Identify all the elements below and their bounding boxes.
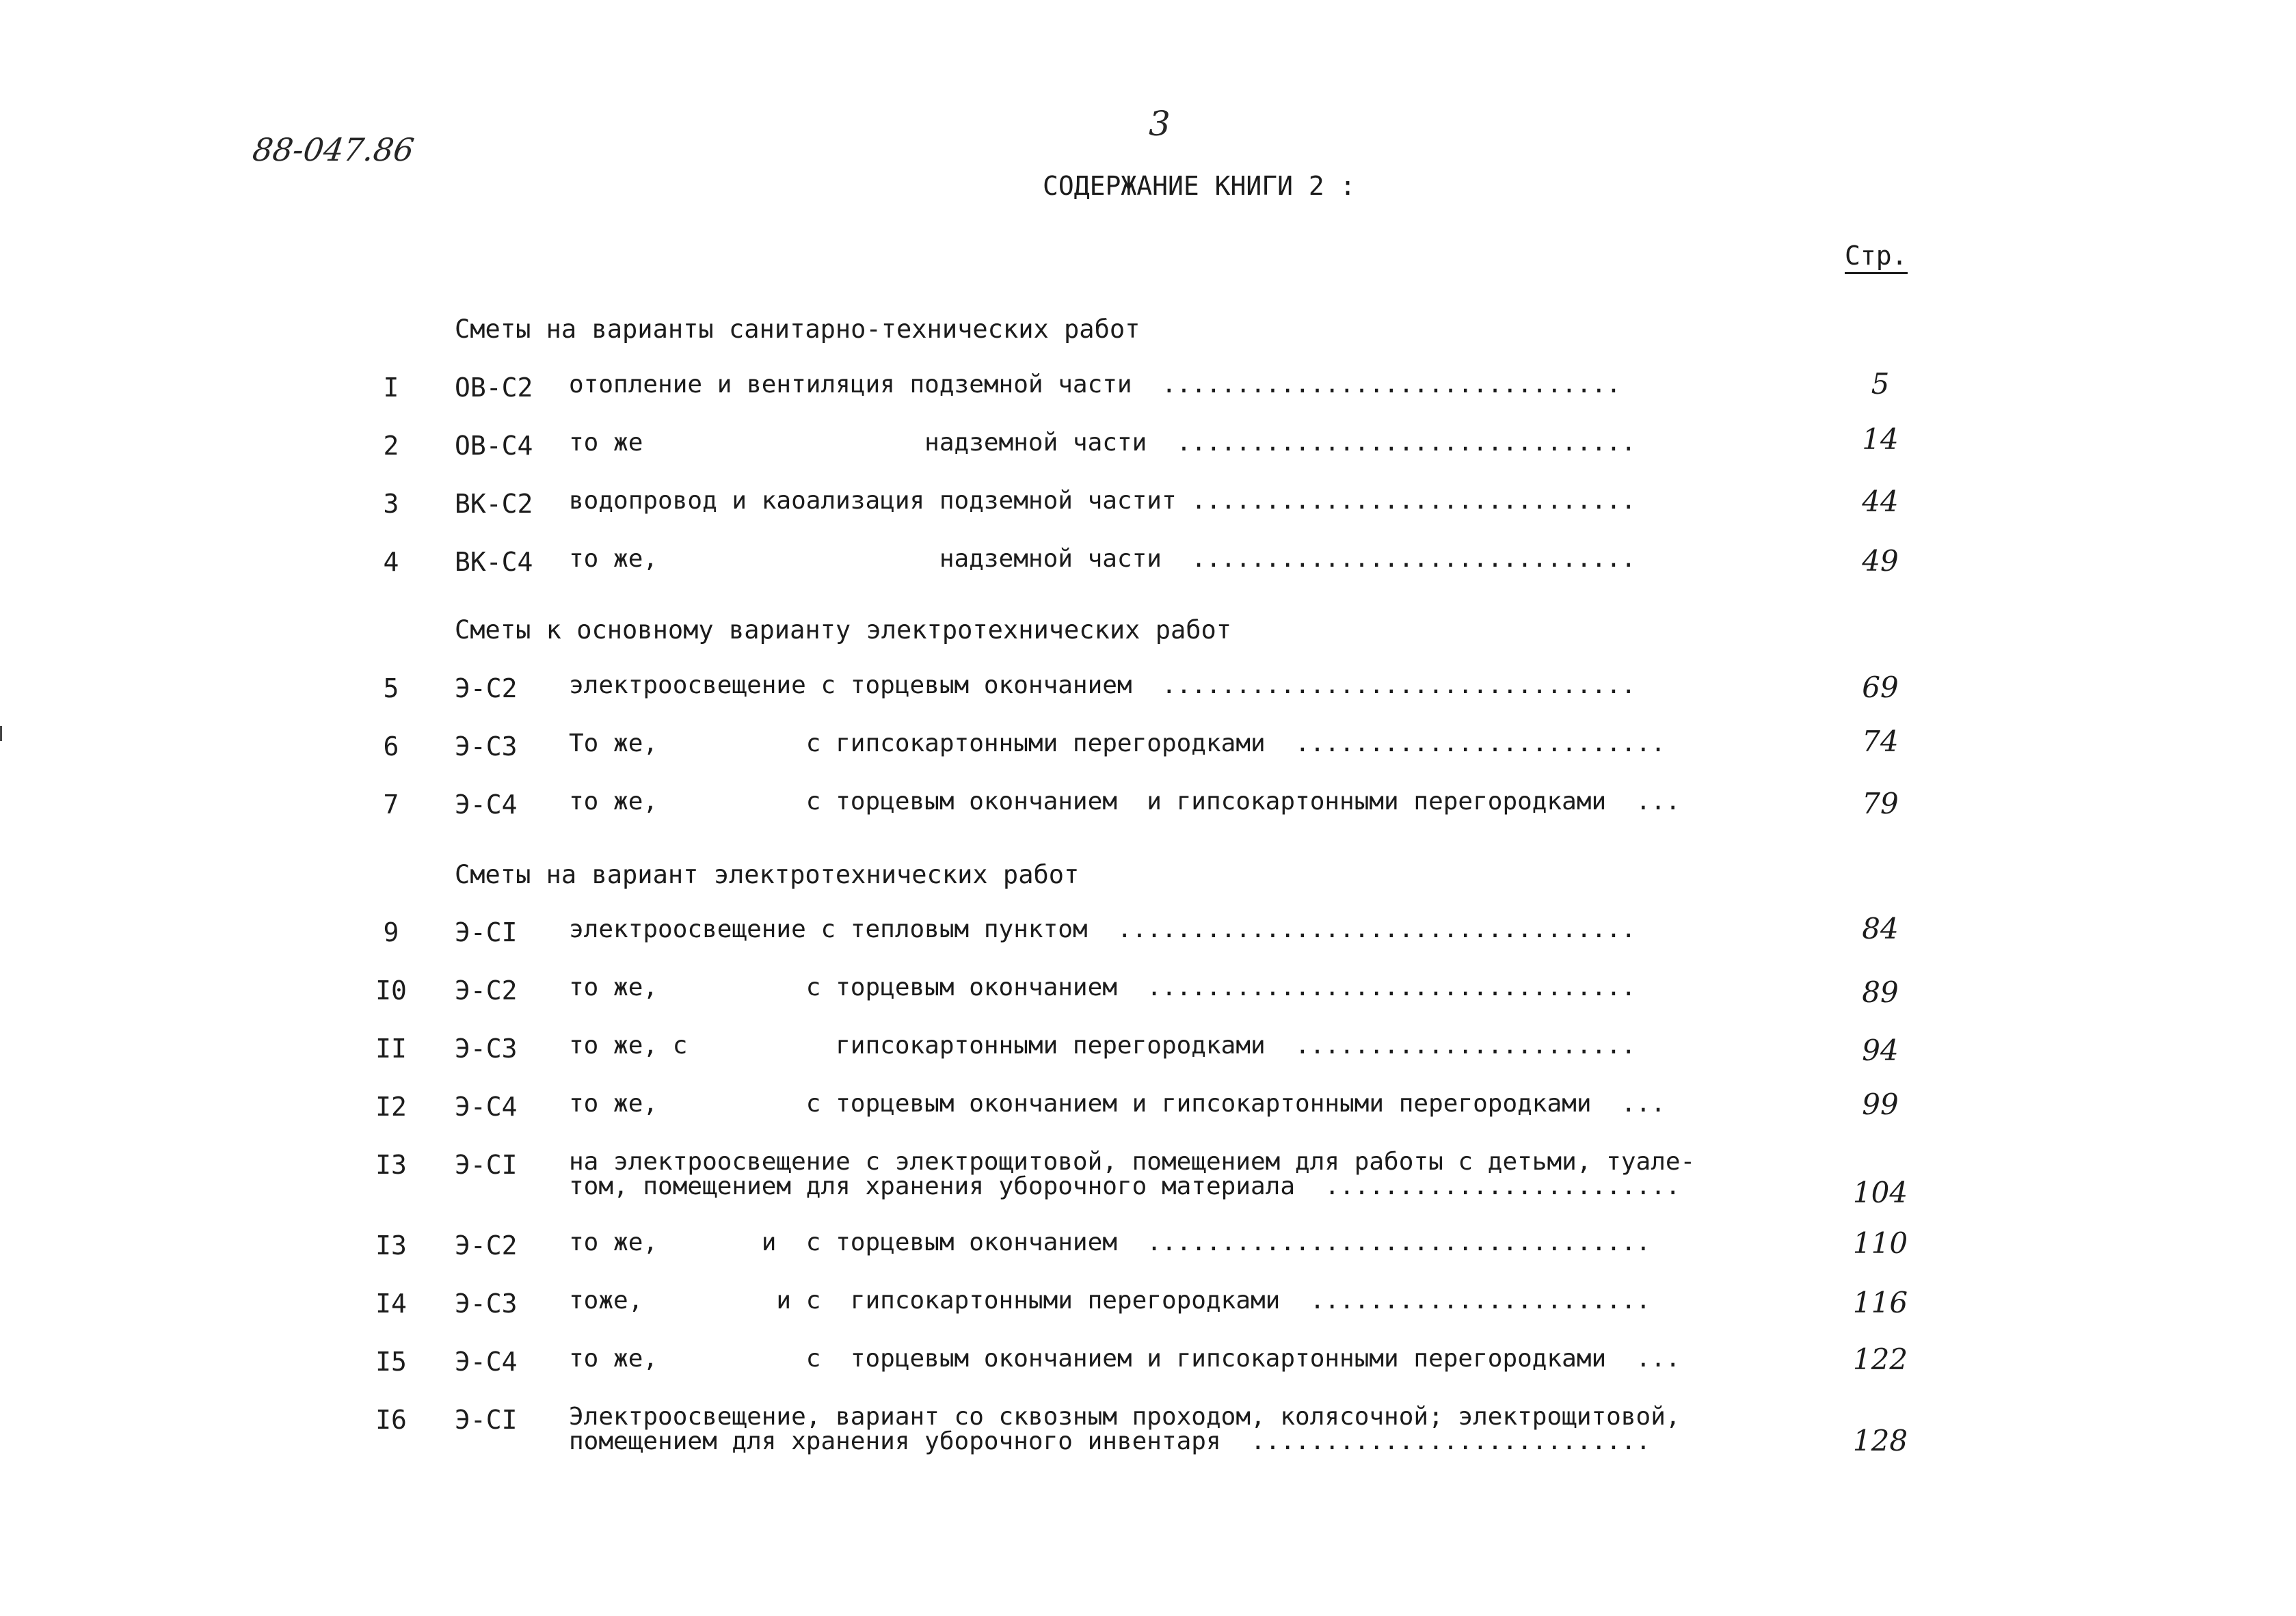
row-description: электроосвещение с тепловым пунктом ................................... [569, 915, 1636, 943]
row-page: 84 [1862, 912, 1899, 945]
row-description: То же, с гипсокартонными перегородками ......................... [569, 729, 1666, 757]
row-code: Э-С3 [455, 1034, 518, 1064]
row-code: Э-С3 [455, 731, 518, 762]
row-page: 5 [1871, 367, 1890, 401]
row-code: Э-С2 [455, 1230, 518, 1261]
row-description: то же, и с торцевым окончанием .................................. [569, 1228, 1651, 1256]
toc-row [0, 912, 2296, 972]
row-number: I5 [375, 1347, 407, 1377]
toc-row [0, 673, 2296, 728]
row-page: 116 [1852, 1286, 1908, 1319]
row-number: I0 [375, 975, 407, 1006]
row-code: Э-С4 [455, 1092, 518, 1122]
row-number: 9 [383, 917, 399, 947]
toc-row [0, 975, 2296, 1030]
row-code: ВК-С2 [455, 489, 533, 519]
row-number: I6 [375, 1405, 407, 1435]
row-number: 7 [383, 790, 399, 820]
contents-title: СОДЕРЖАНИЕ КНИГИ 2 : [1043, 171, 1356, 201]
row-code: ОВ-С4 [455, 431, 533, 461]
row-page: 14 [1862, 422, 1899, 456]
section-heading-electrical-variant: Сметы на вариант электротехнических работ [455, 860, 1080, 889]
row-number: 4 [383, 547, 399, 577]
row-page: 122 [1852, 1343, 1908, 1376]
row-page: 79 [1862, 787, 1899, 820]
row-number: 6 [383, 731, 399, 762]
row-code: ОВ-С2 [455, 373, 533, 403]
toc-row [0, 367, 2296, 427]
row-description: то же надземной части ............................... [569, 429, 1636, 457]
row-code: Э-С2 [455, 975, 518, 1006]
row-code: Э-С2 [455, 673, 518, 703]
row-code: Э-СI [455, 917, 518, 947]
toc-row [0, 1088, 2296, 1146]
row-description: то же, с торцевым окончанием ................................. [569, 973, 1636, 1001]
row-page: 89 [1862, 975, 1899, 1009]
row-page: 44 [1862, 485, 1899, 518]
scan-margin-mark [0, 726, 2, 741]
toc-row [0, 1226, 2296, 1285]
row-number: I3 [375, 1150, 407, 1180]
row-description: на электроосвещение с электрощитовой, помещением для работы с детьми, туале- том, помещением для хранения уборочного материала ........................ [569, 1148, 1696, 1200]
row-code: Э-С4 [455, 1347, 518, 1377]
row-description: то же, с торцевым окончанием и гипсокартонными перегородками ... [569, 1090, 1666, 1118]
toc-row [0, 1034, 2296, 1088]
toc-row [0, 544, 2296, 602]
row-number: I3 [375, 1230, 407, 1261]
row-number: 2 [383, 431, 399, 461]
row-description: тоже, и с гипсокартонными перегородками ....................... [569, 1287, 1651, 1315]
row-description: водопровод и каоализация подземной частит .............................. [569, 487, 1636, 515]
row-page: 104 [1852, 1176, 1908, 1209]
toc-row [0, 1286, 2296, 1343]
row-code: Э-СI [455, 1405, 518, 1435]
row-page: 74 [1862, 725, 1899, 758]
row-number: I4 [375, 1289, 407, 1319]
row-page: 99 [1862, 1088, 1899, 1121]
page-number: 3 [1149, 104, 1171, 144]
row-page: 128 [1852, 1424, 1908, 1457]
row-number: I2 [375, 1092, 407, 1122]
toc-row [0, 725, 2296, 786]
row-description: то же, с торцевым окончанием и гипсокартонными перегородками ... [569, 1345, 1681, 1373]
row-page: 94 [1862, 1034, 1899, 1067]
row-code: Э-СI [455, 1150, 518, 1180]
document-code: 88-047.86 [250, 131, 416, 168]
toc-row [0, 1150, 2296, 1225]
row-description: то же, с гипсокартонными перегородками ....................... [569, 1032, 1636, 1060]
row-code: Э-С3 [455, 1289, 518, 1319]
section-heading-sanitary: Сметы на варианты санитарно-технических работ [455, 314, 1140, 344]
row-page: 110 [1852, 1226, 1908, 1260]
row-description: Электроосвещение, вариант со сквозным проходом, колясочной; электрощитовой, помещением для хранения уборочного инвентаря ........................... [569, 1403, 1681, 1455]
row-description: отопление и вентиляция подземной части ............................... [569, 371, 1621, 399]
row-number: 5 [383, 673, 399, 703]
toc-row [0, 1405, 2296, 1480]
row-number: 3 [383, 489, 399, 519]
page-column-header: Стр. [1845, 241, 1908, 274]
row-description: то же, надземной части .............................. [569, 545, 1636, 573]
row-description: электроосвещение с торцевым окончанием ................................ [569, 671, 1636, 699]
row-number: I [383, 373, 399, 403]
row-description: то же, с торцевым окончанием и гипсокартонными перегородками ... [569, 787, 1681, 816]
toc-row [0, 1343, 2296, 1401]
row-code: ВК-С4 [455, 547, 533, 577]
row-code: Э-С4 [455, 790, 518, 820]
toc-row [0, 422, 2296, 485]
toc-row [0, 787, 2296, 844]
row-page: 49 [1862, 544, 1899, 578]
toc-row [0, 485, 2296, 543]
row-number: II [375, 1034, 407, 1064]
row-page: 69 [1862, 671, 1899, 704]
section-heading-electrical-main: Сметы к основному варианту электротехнических работ [455, 615, 1232, 645]
